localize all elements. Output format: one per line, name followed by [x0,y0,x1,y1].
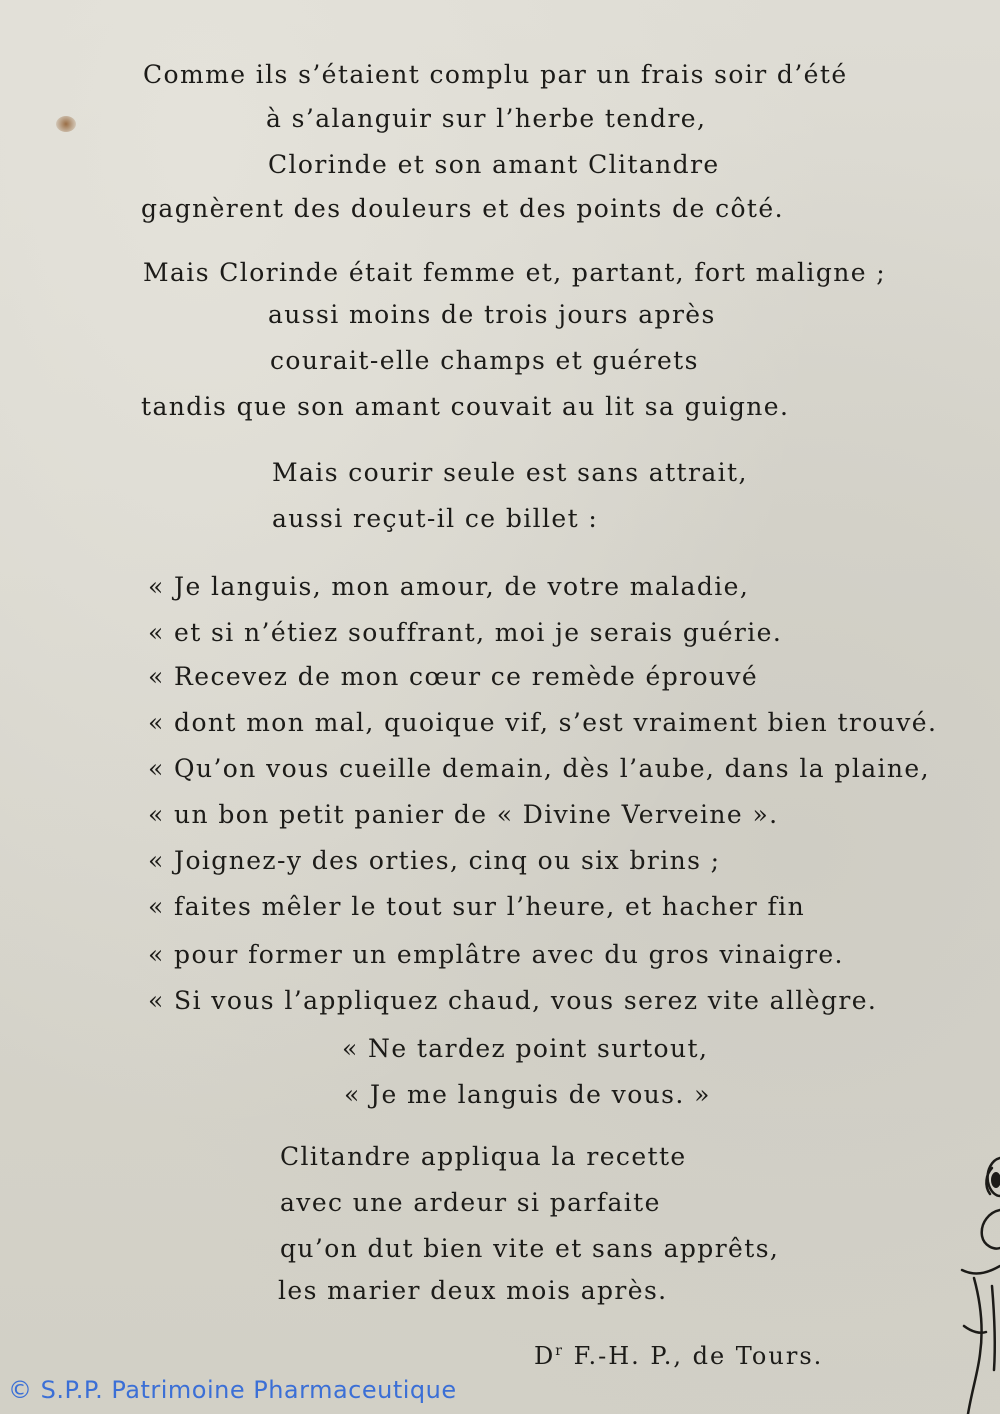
poem-line: à s’alanguir sur l’herbe tendre, [266,104,707,133]
poem-line: Comme ils s’étaient complu par un frais soir d’été [143,60,848,89]
signature [534,1342,823,1370]
poem-line: les marier deux mois après. [278,1276,668,1305]
poem-line: Clorinde et son amant Clitandre [268,150,720,179]
copyright-watermark: © S.P.P. Patrimoine Pharmaceutique [8,1376,457,1404]
signature-prefix: D [534,1342,556,1370]
letter-line: « Qu’on vous cueille demain, dès l’aube, dans la plaine, [148,754,930,783]
letter-line: « Je me languis de vous. » [344,1080,711,1109]
letter-line: « Si vous l’appliquez chaud, vous serez vite allègre. [148,986,878,1015]
letter-line: « un bon petit panier de « Divine Verveine ». [148,800,779,829]
poem-line: gagnèrent des douleurs et des points de côté. [141,194,784,223]
paper-stain [56,116,76,132]
letter-line: « dont mon mal, quoique vif, s’est vraiment bien trouvé. [148,708,938,737]
poem-line: aussi moins de trois jours après [268,300,716,329]
signature-rest: F.-H. P., de Tours. [563,1342,824,1370]
letter-line: « et si n’étiez souffrant, moi je serais guérie. [148,618,783,647]
letter-line: « Je languis, mon amour, de votre maladie, [148,572,750,601]
poem-line: courait-elle champs et guérets [270,346,699,375]
letter-line: « Recevez de mon cœur ce remède éprouvé [148,662,759,691]
poem-line: tandis que son amant couvait au lit sa guigne. [141,392,790,421]
poem-line: Mais Clorinde était femme et, partant, fort maligne ; [143,258,887,287]
poem-line: Mais courir seule est sans attrait, [272,458,748,487]
letter-line: « Ne tardez point surtout, [342,1034,709,1063]
letter-line: « Joignez-y des orties, cinq ou six brins ; [148,846,721,875]
letter-line: « faites mêler le tout sur l’heure, et hacher fin [148,892,806,921]
poem-line: qu’on dut bien vite et sans apprêts, [280,1234,780,1263]
poem-line: Clitandre appliqua la recette [280,1142,687,1171]
illustration-fragment [940,1150,1000,1414]
signature-superscript: r [555,1343,564,1359]
poem-line: aussi reçut-il ce billet : [272,504,599,533]
poem-line: avec une ardeur si parfaite [280,1188,661,1217]
letter-line: « pour former un emplâtre avec du gros vinaigre. [148,940,844,969]
